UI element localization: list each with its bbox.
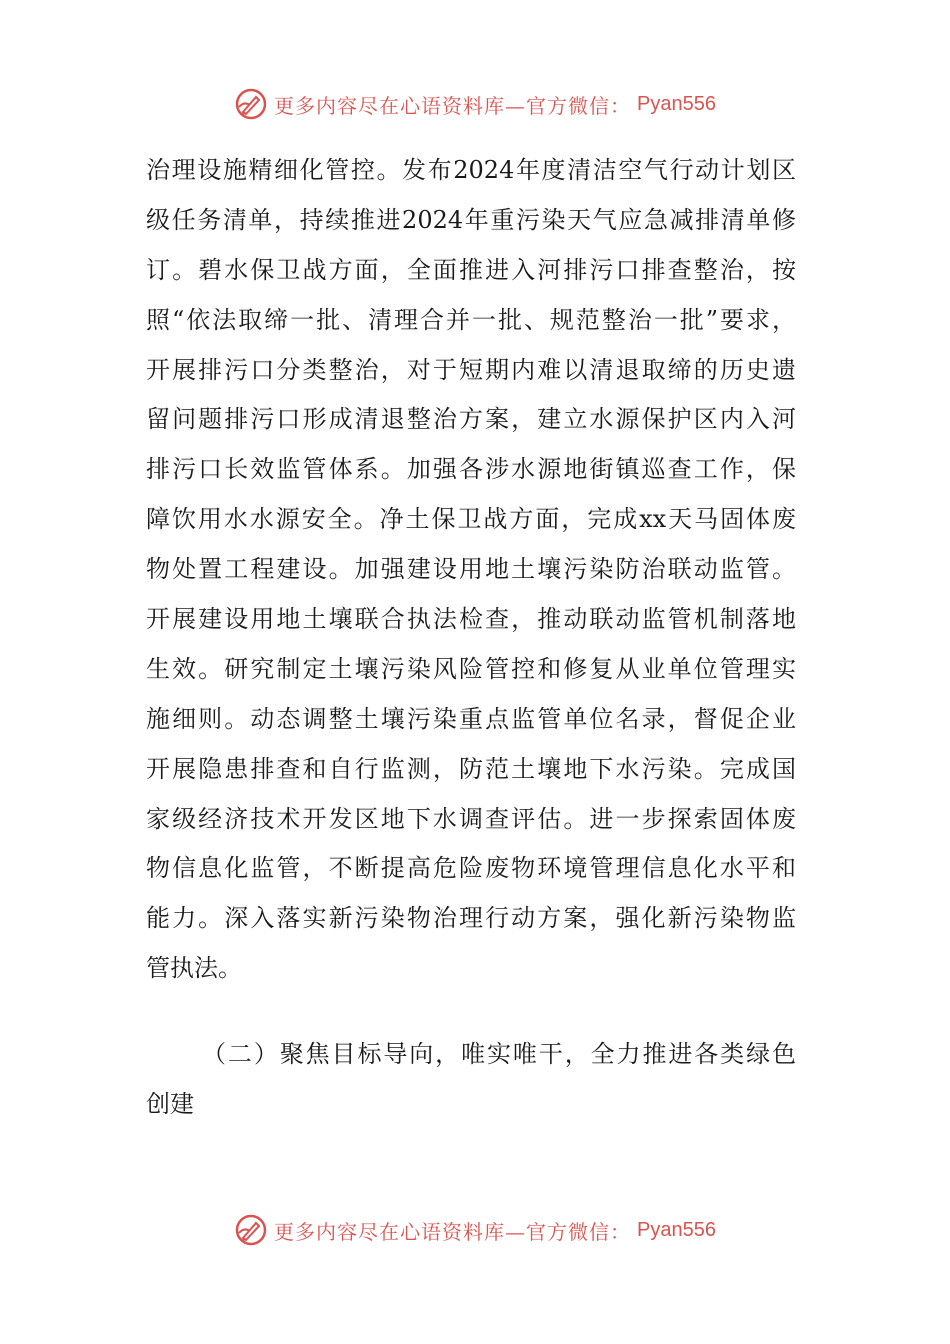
text-line: 物信息化监管，不断提高危险废物环境管理信息化水平和 <box>146 854 796 883</box>
body-paragraph <box>146 146 796 994</box>
watermark-text: 更多内容尽在心语资料库—官方微信： <box>274 93 632 118</box>
watermark-wechat-id: Pyan556 <box>637 1218 716 1241</box>
text-line: 物处置工程建设。加强建设用地土壤污染防治联动监管。 <box>146 555 796 584</box>
text-line: 创建 <box>146 1089 194 1118</box>
text-line: 开展建设用地土壤联合执法检查，推动联动监管机制落地 <box>146 605 796 634</box>
section-heading <box>146 1030 796 1130</box>
watermark-text: 更多内容尽在心语资料库—官方微信： <box>274 1219 632 1244</box>
text-line: 开展隐患排查和自行监测，防范土壤地下水污染。完成国 <box>146 754 796 783</box>
pen-logo-icon <box>234 1213 268 1247</box>
text-line: 留问题排污口形成清退整治方案，建立水源保护区内入河 <box>146 405 796 434</box>
header-watermark <box>0 84 950 124</box>
text-line: 照“依法取缔一批、清理合并一批、规范整治一批”要求， <box>146 305 796 334</box>
text-line: 开展排污口分类整治，对于短期内难以清退取缔的历史遗 <box>146 355 796 384</box>
text-line: 排污口长效监管体系。加强各涉水源地街镇巡查工作，保 <box>146 455 796 484</box>
text-line: 施细则。动态调整土壤污染重点监管单位名录，督促企业 <box>146 704 796 733</box>
text-line: （二）聚焦目标导向，唯实唯干，全力推进各类绿色 <box>202 1040 796 1068</box>
text-line: 家级经济技术开发区地下水调查评估。进一步探索固体废 <box>146 804 796 833</box>
text-line: 障饮用水水源安全。净土保卫战方面，完成xx天马固体废 <box>146 505 796 534</box>
text-line: 订。碧水保卫战方面，全面推进入河排污口排查整治，按 <box>146 255 796 284</box>
text-line: 治理设施精细化管控。发布2024年度清洁空气行动计划区 <box>146 156 796 184</box>
text-line: 级任务清单，持续推进2024年重污染天气应急减排清单修 <box>146 205 796 234</box>
text-line: 生效。研究制定土壤污染风险管控和修复从业单位管理实 <box>146 654 796 683</box>
text-line: 能力。深入落实新污染物治理行动方案，强化新污染物监 <box>146 904 796 933</box>
pen-logo-icon <box>234 87 268 121</box>
watermark-wechat-id: Pyan556 <box>637 92 716 115</box>
text-line: 管执法。 <box>146 954 242 983</box>
footer-watermark <box>0 1210 950 1250</box>
